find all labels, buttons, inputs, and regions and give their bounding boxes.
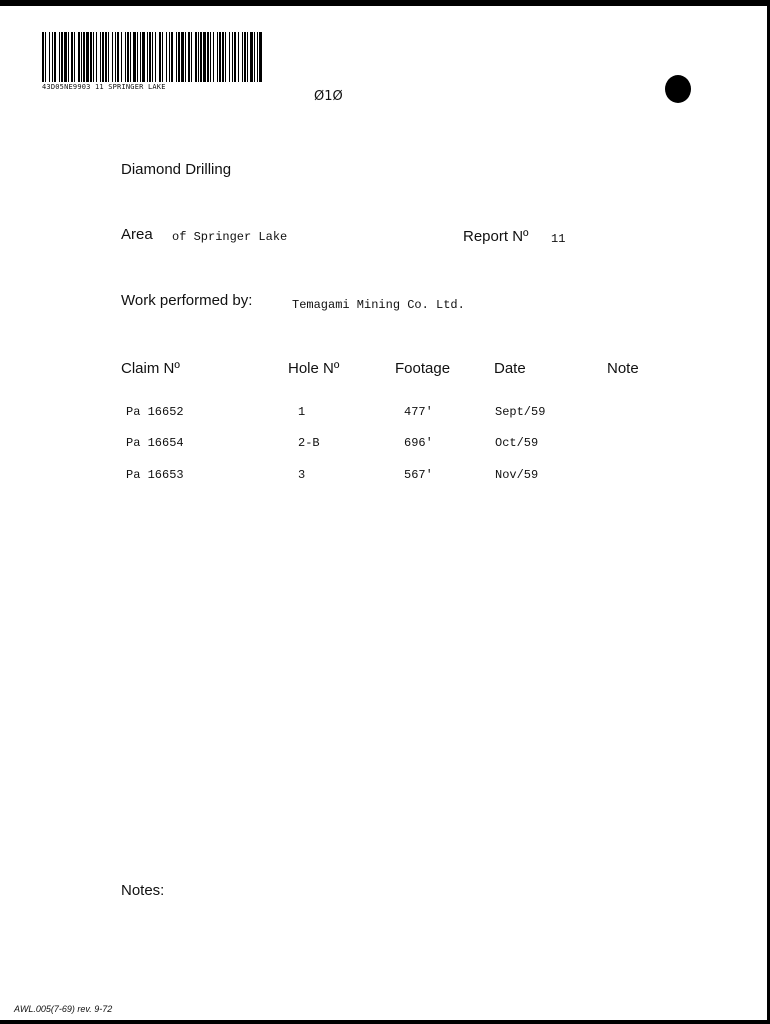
barcode-bar bbox=[191, 32, 192, 82]
barcode-bar bbox=[112, 32, 113, 82]
barcode-bar bbox=[102, 32, 104, 82]
table-row bbox=[0, 405, 770, 425]
claim-number-cell: Pa 16652 bbox=[126, 405, 184, 419]
barcode-bar bbox=[100, 32, 101, 82]
barcode-bar bbox=[125, 32, 126, 82]
report-number-value: 11 bbox=[551, 232, 566, 246]
barcode-bar bbox=[90, 32, 92, 82]
barcode-bar bbox=[198, 32, 199, 82]
area-label: Area bbox=[121, 226, 153, 243]
column-header-footage: Footage bbox=[395, 360, 451, 377]
barcode-bar bbox=[225, 32, 226, 82]
barcode-bar bbox=[152, 32, 153, 82]
barcode-bar bbox=[257, 32, 258, 82]
hole-number-cell: 2-B bbox=[298, 436, 320, 450]
form-identifier: AWL.005(7-69) rev. 9-72 bbox=[14, 1004, 113, 1014]
column-header-claim: Claim Nº bbox=[121, 360, 180, 377]
claim-number-cell: Pa 16654 bbox=[126, 436, 184, 450]
column-header-note: Note bbox=[607, 360, 639, 377]
barcode-bar bbox=[149, 32, 151, 82]
date-cell: Sept/59 bbox=[495, 405, 546, 419]
barcode-bar bbox=[229, 32, 230, 82]
barcode-bar bbox=[234, 32, 236, 82]
barcode-bar bbox=[213, 32, 214, 82]
page-border-top bbox=[0, 0, 770, 6]
barcode-bar bbox=[81, 32, 82, 82]
table-row bbox=[0, 436, 770, 456]
barcode-bar bbox=[61, 32, 63, 82]
barcode-bar bbox=[162, 32, 163, 82]
barcode-bar bbox=[171, 32, 173, 82]
date-cell: Nov/59 bbox=[495, 468, 539, 482]
barcode-bar bbox=[176, 32, 177, 82]
barcode-bar bbox=[238, 32, 239, 82]
barcode-bar bbox=[203, 32, 206, 82]
column-header-date: Date bbox=[494, 360, 526, 377]
barcode-bar bbox=[68, 32, 69, 82]
barcode-bar bbox=[52, 32, 53, 82]
barcode-bar bbox=[185, 32, 186, 82]
barcode-bar bbox=[259, 32, 262, 82]
barcode bbox=[42, 32, 262, 82]
barcode-bar bbox=[96, 32, 97, 82]
barcode-bar bbox=[137, 32, 138, 82]
barcode-bar bbox=[159, 32, 161, 82]
barcode-bar bbox=[42, 32, 44, 82]
area-value: of Springer Lake bbox=[172, 230, 288, 244]
barcode-bar bbox=[178, 32, 180, 82]
barcode-bar bbox=[155, 32, 156, 82]
barcode-bar bbox=[140, 32, 141, 82]
hole-punch-mark bbox=[665, 75, 691, 103]
table-row bbox=[0, 468, 770, 488]
footage-cell: 696' bbox=[404, 436, 433, 450]
barcode-bar bbox=[250, 32, 253, 82]
barcode-bar bbox=[49, 32, 50, 82]
barcode-bar bbox=[242, 32, 243, 82]
barcode-bar bbox=[133, 32, 136, 82]
barcode-bar bbox=[166, 32, 167, 82]
footage-cell: 567' bbox=[404, 468, 433, 482]
barcode-bar bbox=[142, 32, 145, 82]
column-header-hole: Hole Nº bbox=[288, 360, 340, 377]
barcode-bar bbox=[247, 32, 248, 82]
barcode-bar bbox=[45, 32, 46, 82]
barcode-bar bbox=[127, 32, 129, 82]
barcode-bar bbox=[59, 32, 60, 82]
claim-number-cell: Pa 16653 bbox=[126, 468, 184, 482]
barcode-bar bbox=[108, 32, 109, 82]
barcode-bar bbox=[210, 32, 211, 82]
barcode-bar bbox=[64, 32, 67, 82]
barcode-bar bbox=[217, 32, 218, 82]
barcode-bar bbox=[130, 32, 131, 82]
barcode-bar bbox=[222, 32, 224, 82]
barcode-bar bbox=[86, 32, 89, 82]
barcode-bar bbox=[147, 32, 148, 82]
barcode-bar bbox=[93, 32, 94, 82]
notes-label: Notes: bbox=[121, 882, 165, 899]
barcode-bar bbox=[78, 32, 80, 82]
barcode-bar bbox=[105, 32, 107, 82]
barcode-bar bbox=[188, 32, 190, 82]
barcode-bar bbox=[181, 32, 184, 82]
date-cell: Oct/59 bbox=[495, 436, 539, 450]
barcode-bar bbox=[232, 32, 233, 82]
work-performed-label: Work performed by: bbox=[121, 292, 253, 309]
barcode-bar bbox=[83, 32, 85, 82]
report-number-label: Report Nº bbox=[463, 228, 529, 245]
page-code: Ø1Ø bbox=[314, 89, 343, 104]
barcode-bar bbox=[244, 32, 246, 82]
barcode-bar bbox=[254, 32, 255, 82]
work-performed-value: Temagami Mining Co. Ltd. bbox=[292, 298, 465, 312]
barcode-bar bbox=[169, 32, 170, 82]
form-title: Diamond Drilling bbox=[121, 161, 232, 178]
barcode-bar bbox=[54, 32, 56, 82]
page-border-bottom bbox=[0, 1020, 770, 1024]
barcode-bar bbox=[121, 32, 122, 82]
barcode-bar bbox=[195, 32, 197, 82]
hole-number-cell: 3 bbox=[298, 468, 306, 482]
footage-cell: 477' bbox=[404, 405, 433, 419]
barcode-caption: 43D05NE9903 11 SPRINGER LAKE bbox=[42, 83, 166, 91]
barcode-bar bbox=[74, 32, 75, 82]
barcode-bar bbox=[71, 32, 73, 82]
barcode-bar bbox=[200, 32, 202, 82]
barcode-bar bbox=[219, 32, 221, 82]
hole-number-cell: 1 bbox=[298, 405, 306, 419]
barcode-bar bbox=[117, 32, 119, 82]
barcode-bar bbox=[115, 32, 116, 82]
barcode-bar bbox=[207, 32, 209, 82]
